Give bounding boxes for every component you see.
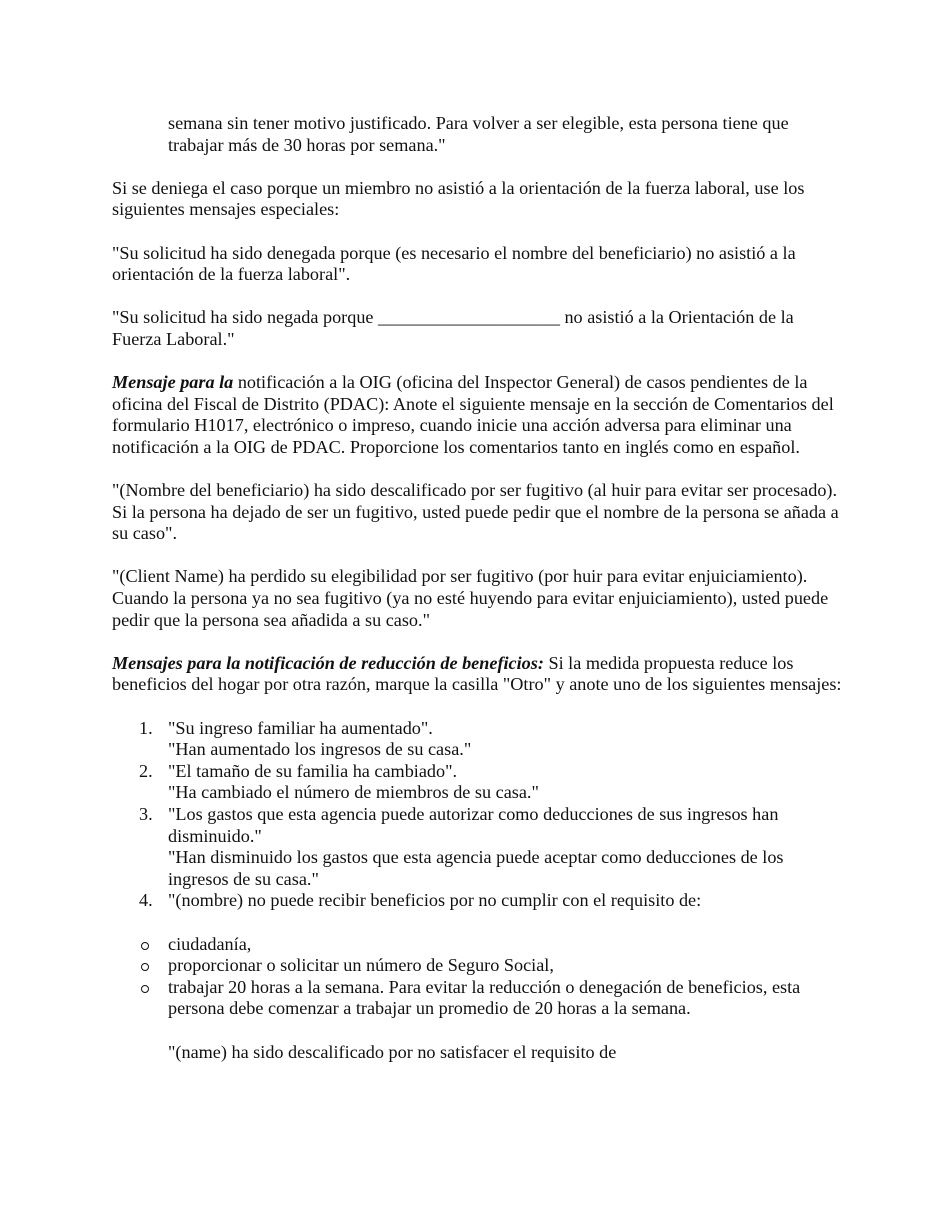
list-item-line-1: "El tamaño de su familia ha cambiado". xyxy=(168,760,458,781)
bullet-item xyxy=(112,934,842,956)
list-item-line-2: "Han aumentado los ingresos de su casa." xyxy=(168,739,472,760)
reduction-lead: Mensajes para la notificación de reducción de beneficios: xyxy=(112,652,544,673)
orientation-message-1: "Su solicitud ha sido denegada porque (es necesario el nombre del beneficiario) no asistió a la orientación de la fuerza laboral". xyxy=(112,242,796,285)
oig-paragraph xyxy=(112,372,842,458)
oig-body: notificación a la OIG (oficina del Inspector General) de casos pendientes de la oficina del Fiscal de Distrito (PDAC): Anote el siguiente mensaje en la sección de Comentarios del formulario H1017, electrónico o impreso, cuando inicie una acción adversa para eliminar una notificación a la OIG de PDAC. Proporcione los comentarios tanto en inglés como en español. xyxy=(112,372,834,457)
list-item-line-2: "Ha cambiado el número de miembros de su casa." xyxy=(168,782,539,803)
fugitive-message-2: "(Client Name) ha perdido su elegibilidad por ser fugitivo (por huir para evitar enjuiciamiento). Cuando la persona ya no sea fugitivo (ya no esté huyendo para evitar enjuiciamiento), usted puede pedir que la persona sea añadida a su caso." xyxy=(112,566,829,630)
list-item-line-1: "Su ingreso familiar ha aumentado". xyxy=(168,717,433,738)
list-number: 1. xyxy=(139,717,153,738)
closing-line: "(name) ha sido descalificado por no satisfacer el requisito de xyxy=(168,1041,617,1062)
list-item-line-1: "Los gastos que esta agencia puede autorizar como deducciones de sus ingresos han disminuido." xyxy=(168,804,779,846)
list-item xyxy=(112,761,842,804)
document-page xyxy=(112,113,842,1085)
orientation-message-2: "Su solicitud ha sido negada porque ____________________ no asistió a la Orientación de la Fuerza Laboral." xyxy=(112,307,794,349)
fugitive-message-1: "(Nombre del beneficiario) ha sido descalificado por ser fugitivo (al huir para evitar ser procesado). Si la persona ha dejado de ser un fugitivo, usted puede pedir que el nombre de la persona se añada a su caso". xyxy=(112,480,839,544)
bullet-item xyxy=(112,955,842,977)
list-item-line-1: "(nombre) no puede recibir beneficios por no cumplir con el requisito de: xyxy=(168,890,702,911)
list-number: 3. xyxy=(139,804,153,824)
intro-continuation: semana sin tener motivo justificado. Para volver a ser elegible, esta persona tiene que trabajar más de 30 horas por semana." xyxy=(168,113,789,155)
hollow-bullet-icon xyxy=(141,942,149,950)
list-item xyxy=(112,890,842,912)
list-item-line-2: "Han disminuido los gastos que esta agencia puede aceptar como deducciones de los ingresos de su casa." xyxy=(168,847,784,889)
reduction-body: Si la medida propuesta reduce los beneficios del hogar por otra razón, marque la casilla "Otro" y anote uno de los siguientes mensajes: xyxy=(112,652,842,695)
reduction-paragraph xyxy=(112,653,842,696)
list-item xyxy=(112,804,842,890)
bullet-item xyxy=(112,977,842,1020)
requirement-bullet-list xyxy=(112,934,842,1020)
list-item xyxy=(112,718,842,761)
bullet-text: proporcionar o solicitar un número de Seguro Social, xyxy=(168,955,554,976)
list-number: 2. xyxy=(139,760,153,781)
list-number: 4. xyxy=(139,890,153,911)
bullet-text: ciudadanía, xyxy=(168,933,252,954)
hollow-bullet-icon xyxy=(141,963,149,971)
bullet-text: trabajar 20 horas a la semana. Para evitar la reducción o denegación de beneficios, esta persona debe comenzar a trabajar un promedio de 20 horas a la semana. xyxy=(168,976,801,1019)
orientation-intro-paragraph: Si se deniega el caso porque un miembro no asistió a la orientación de la fuerza laboral, use los siguientes mensajes especiales: xyxy=(112,177,805,220)
hollow-bullet-icon xyxy=(141,985,149,993)
numbered-messages-list xyxy=(112,718,842,912)
oig-lead: Mensaje para la xyxy=(112,372,234,393)
